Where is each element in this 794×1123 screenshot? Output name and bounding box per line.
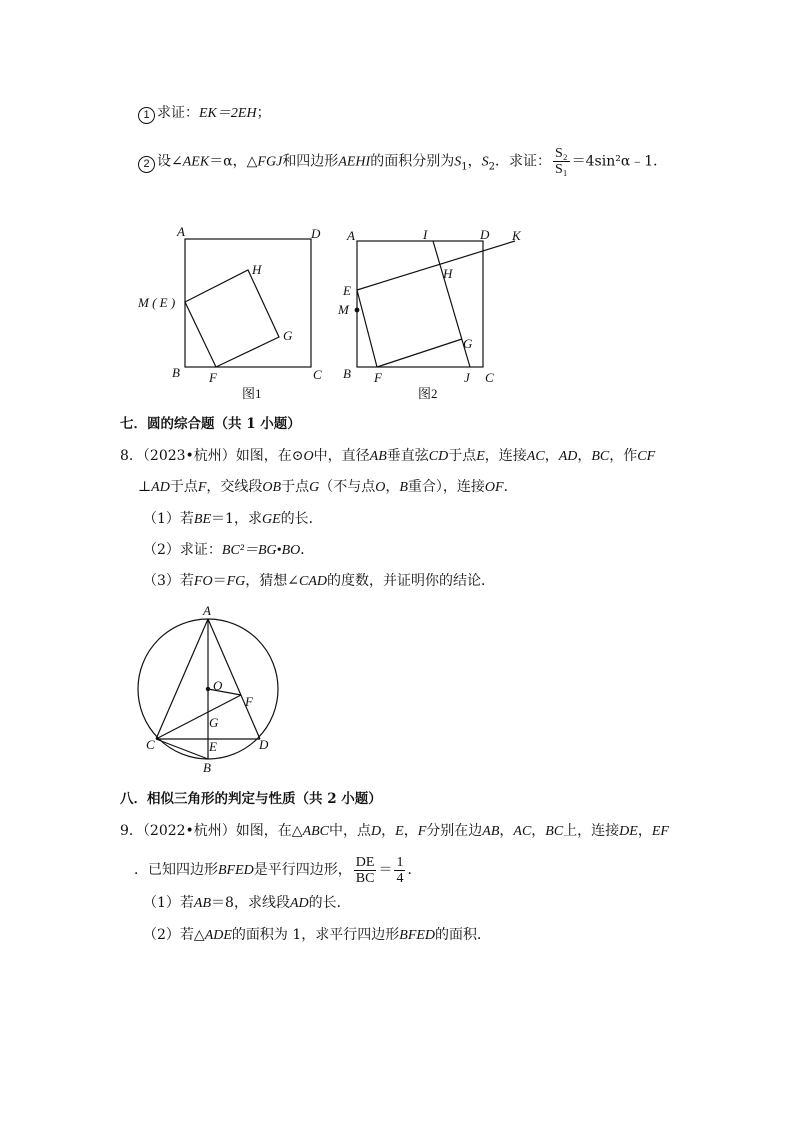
fig2-label-K: K (512, 228, 521, 243)
fig2-label-M: M (338, 302, 349, 317)
fig2-label-H: H (443, 266, 453, 281)
q8-center-O (206, 687, 210, 691)
q8-label-C: C (146, 737, 155, 752)
circled-number-2: 2 (138, 156, 155, 173)
section-heading-7: 七．圆的综合题（共 1 小题） (120, 416, 301, 432)
circled-number-1: 1 (138, 107, 155, 124)
fig2-point-M (355, 308, 360, 313)
q8-figure (138, 603, 278, 775)
fig2-label-G: G (463, 336, 473, 351)
q8-label-G: G (209, 715, 219, 730)
fig2-label-I: I (423, 227, 428, 242)
q8-segment-CF (156, 695, 241, 739)
q9-part1: （1）若AB＝8，求线段AD的长． (143, 895, 351, 911)
fig2-label-F: F (374, 370, 382, 385)
q8-part2: （2）求证：BC²＝BG•BO． (143, 542, 315, 558)
fig2-caption: 图2 (418, 386, 438, 401)
q8-segment-BC (156, 739, 208, 759)
fig2-label-B: B (343, 366, 351, 381)
q8-segment-AC (156, 619, 208, 739)
fig2-label-A: A (347, 228, 355, 243)
fig1-label-F: F (209, 370, 217, 385)
fraction-one-quarter: $\frac{1}{4}$ (396, 854, 404, 886)
fraction-de-over-bc: $\frac{DE}{BC}$ (355, 854, 375, 886)
fig2-line-FG (377, 339, 462, 367)
item7-sub2: 2 设∠AEK＝α，△FGJ和四边形AEHI的面积分别为$S_1$，$S_2$．求证： $\frac{\text{S₂}}{\text{S₁}}$ ＝4sin²α﹣1． (138, 146, 667, 177)
section-heading-8: 八．相似三角形的判定与性质（共 2 小题） (120, 791, 382, 807)
fraction-s2-over-s1: $\frac{\text{S₂}}{\text{S₁}}$ (554, 146, 568, 177)
fig2-label-C: C (485, 370, 494, 385)
q9-part2: （2）若△ADE的面积为 1，求平行四边形BFED的面积． (143, 927, 492, 943)
fig1-label-B: B (172, 365, 180, 380)
q8-label-F: F (245, 694, 253, 709)
q9-line1: 9．（2022•杭州）如图，在△ABC中，点D，E，F分别在边AB，AC，BC上，连接DE，EF (120, 823, 669, 839)
q8-line2: ⊥AD于点F，交线段OB于点G（不与点O，B重合），连接OF． (138, 479, 518, 495)
fig1-inner-square (185, 270, 279, 367)
fig1-label-C: C (313, 367, 322, 382)
q8-label-E: E (209, 739, 217, 754)
figure-1 (137, 224, 322, 401)
q9-line2: ．已知四边形BFED是平行四边形， $\frac{DE}{BC}$ ＝ $\frac{1}{4}$ ． (134, 854, 422, 886)
fig2-label-E: E (343, 283, 351, 298)
fig2-label-D: D (480, 227, 490, 242)
figure-2 (337, 227, 522, 401)
fig1-label-A: A (177, 224, 185, 239)
fig2-line-EK (357, 241, 515, 290)
q8-line1: 8．（2023•杭州）如图，在⊙O中，直径AB垂直弦CD于点E，连接AC，AD，BC，作CF (120, 448, 656, 464)
fig1-outer-square (185, 239, 311, 367)
q8-part3: （3）若FO＝FG，猜想∠CAD的度数，并证明你的结论． (143, 573, 495, 589)
fig2-label-J: J (464, 370, 470, 385)
fig2-line-EF (357, 290, 377, 367)
fig1-label-H: H (252, 262, 262, 277)
fig1-caption: 图1 (242, 386, 262, 401)
fig1-label-M: M ( E ) (138, 295, 176, 310)
fig1-label-G: G (283, 328, 293, 343)
q8-label-O: O (213, 678, 223, 693)
q8-part1: （1）若BE＝1，求GE的长． (143, 511, 323, 527)
q8-label-B: B (203, 760, 211, 775)
fig1-label-D: D (311, 226, 321, 241)
q8-label-A: A (203, 603, 211, 618)
item7-sub1: 1 求证：EK＝2EH； (138, 104, 271, 124)
q8-label-D: D (259, 737, 269, 752)
